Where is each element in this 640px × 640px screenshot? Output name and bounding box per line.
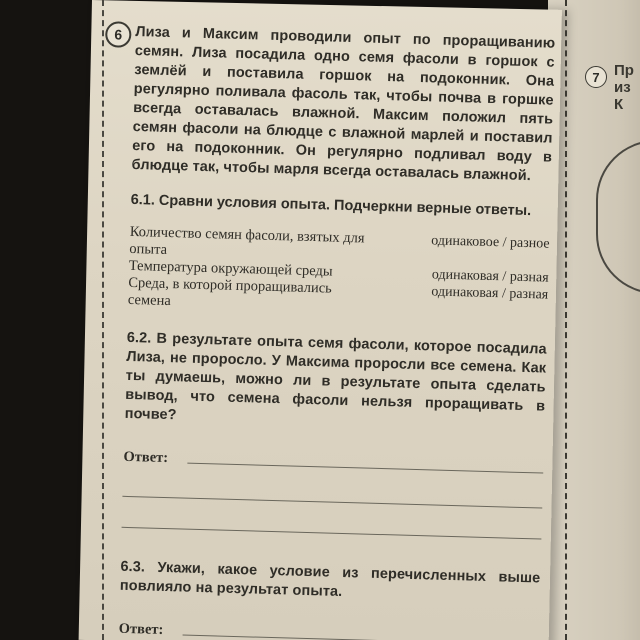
task-number-badge: 6 xyxy=(105,21,132,48)
comparison-table xyxy=(128,224,550,321)
question-6-3-text: 6.3. Укажи, какое условие из перечисленных выше повлияло на результат опыта. xyxy=(119,558,541,600)
question-6-2-text: 6.2. В результате опыта семя фасоли, которое посадила Лиза, не проросло. У Максима проросли все семена. Как ты думаешь, можно ли в результате опыта сделать вывод, что семена фасоли нельзя проращивать в почве? xyxy=(124,329,547,424)
answer-label: Ответ: xyxy=(123,448,169,467)
left-cut-line xyxy=(102,0,104,640)
comparison-options[interactable]: одинаковая / разная xyxy=(431,267,549,286)
task-6 xyxy=(114,10,556,640)
answer-block-6-2 xyxy=(122,442,544,540)
comparison-label: Среда, в которой проращивались семена xyxy=(127,274,333,310)
answer-row xyxy=(118,614,539,640)
comparison-options[interactable]: одинаковая / разная xyxy=(431,284,549,303)
task-intro: Лиза и Максим проводили опыт по проращиванию семян. Лиза посадила одно семя фасоли в горшок с землёй и поставила горшок на подоконник. Она регулярно поливала фасоль так, чтобы почва в горшке всегда оставалась влажной. Максим положил пять семян фасоли на блюдце с влажной марлей и поставил его на подоконник. Он регулярно подливал воду в блюдце так, чтобы марля всегда оставалась влажной. xyxy=(131,23,556,185)
comparison-label: Температура окружающей среды xyxy=(128,257,333,280)
right-question-number: 7 xyxy=(585,66,607,88)
answer-block-6-3 xyxy=(118,614,539,640)
comparison-options[interactable]: одинаковое / разное xyxy=(431,233,550,252)
question-6-1-title: 6.1. Сравни условия опыта. Подчеркни верные ответы. xyxy=(130,191,532,220)
answer-line[interactable] xyxy=(183,634,539,640)
right-cut-line xyxy=(565,0,567,640)
comparison-label: Количество семян фасоли, взятых для опыта xyxy=(129,223,365,258)
answer-label: Ответ: xyxy=(118,620,164,639)
right-page-text: Пр из К xyxy=(614,62,634,113)
